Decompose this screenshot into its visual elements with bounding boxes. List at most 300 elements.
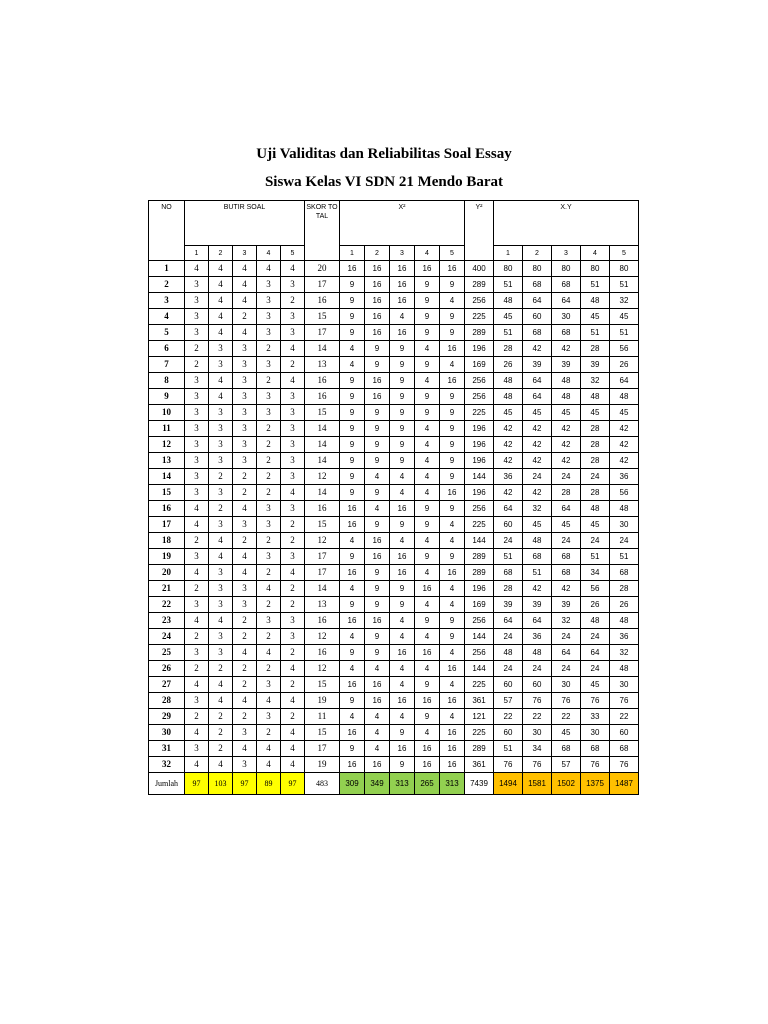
table-row (149, 565, 639, 581)
table-cell: 4 (365, 741, 390, 757)
table-cell: 28 (552, 485, 581, 501)
table-cell: 9 (415, 549, 440, 565)
subheader-x2-5: 5 (440, 246, 465, 261)
table-cell: 64 (494, 613, 523, 629)
table-cell: 3 (281, 549, 305, 565)
table-cell: 3 (281, 325, 305, 341)
table-cell: 16 (390, 261, 415, 277)
table-cell: 4 (233, 565, 257, 581)
table-cell: 30 (552, 677, 581, 693)
table-cell: 16 (415, 261, 440, 277)
table-cell: 9 (340, 693, 365, 709)
row-number: 31 (149, 741, 185, 757)
table-cell: 45 (610, 405, 639, 421)
table-cell: 9 (365, 517, 390, 533)
row-number: 8 (149, 373, 185, 389)
table-cell: 16 (365, 309, 390, 325)
table-row (149, 261, 639, 277)
table-cell: 45 (552, 405, 581, 421)
table-cell: 22 (610, 709, 639, 725)
table-cell: 14 (305, 437, 340, 453)
table-cell: 3 (233, 453, 257, 469)
table-cell: 16 (440, 725, 465, 741)
table-cell: 4 (390, 469, 415, 485)
table-cell: 4 (257, 261, 281, 277)
table-cell: 17 (305, 741, 340, 757)
total-xy-cell: 1375 (581, 773, 610, 795)
table-cell: 16 (440, 757, 465, 773)
table-cell: 4 (209, 757, 233, 773)
table-cell: 15 (305, 725, 340, 741)
table-row (149, 293, 639, 309)
table-cell: 68 (610, 741, 639, 757)
table-cell: 9 (340, 277, 365, 293)
row-number: 12 (149, 437, 185, 453)
table-cell: 256 (465, 501, 494, 517)
table-cell: 48 (494, 373, 523, 389)
table-cell: 9 (440, 549, 465, 565)
table-cell: 4 (440, 645, 465, 661)
table-cell: 16 (340, 565, 365, 581)
table-row (149, 741, 639, 757)
table-cell: 2 (257, 469, 281, 485)
table-cell: 9 (440, 389, 465, 405)
table-cell: 9 (365, 485, 390, 501)
table-cell: 24 (581, 469, 610, 485)
table-cell: 16 (305, 645, 340, 661)
table-cell: 4 (257, 693, 281, 709)
table-cell: 361 (465, 693, 494, 709)
table-cell: 225 (465, 309, 494, 325)
row-number: 11 (149, 421, 185, 437)
table-row (149, 693, 639, 709)
table-cell: 68 (494, 565, 523, 581)
table-row (149, 453, 639, 469)
table-cell: 16 (365, 373, 390, 389)
total-x2-cell: 309 (340, 773, 365, 795)
table-cell: 2 (257, 485, 281, 501)
table-cell: 4 (257, 741, 281, 757)
table-cell: 57 (552, 757, 581, 773)
table-cell: 9 (390, 453, 415, 469)
table-cell: 400 (465, 261, 494, 277)
table-cell: 4 (257, 757, 281, 773)
table-cell: 16 (415, 693, 440, 709)
table-cell: 28 (581, 421, 610, 437)
header-xy: X.Y (494, 201, 639, 246)
table-cell: 3 (281, 437, 305, 453)
table-cell: 256 (465, 373, 494, 389)
table-cell: 4 (281, 565, 305, 581)
table-cell: 42 (552, 437, 581, 453)
table-cell: 2 (185, 357, 209, 373)
table-cell: 2 (185, 341, 209, 357)
table-cell: 3 (209, 597, 233, 613)
table-cell: 3 (185, 645, 209, 661)
row-number: 15 (149, 485, 185, 501)
table-cell: 2 (233, 661, 257, 677)
table-cell: 4 (209, 533, 233, 549)
table-cell: 4 (415, 661, 440, 677)
row-number: 13 (149, 453, 185, 469)
table-cell: 9 (415, 389, 440, 405)
table-cell: 2 (281, 517, 305, 533)
table-row (149, 405, 639, 421)
table-cell: 28 (581, 453, 610, 469)
table-cell: 14 (305, 453, 340, 469)
table-cell: 16 (340, 261, 365, 277)
total-x2-cell: 313 (440, 773, 465, 795)
table-cell: 48 (494, 389, 523, 405)
table-cell: 9 (340, 453, 365, 469)
table-cell: 42 (552, 421, 581, 437)
table-cell: 42 (494, 485, 523, 501)
table-cell: 4 (415, 437, 440, 453)
subheader-x2-1: 1 (340, 246, 365, 261)
table-cell: 16 (440, 373, 465, 389)
table-cell: 3 (185, 277, 209, 293)
table-cell: 4 (209, 613, 233, 629)
table-cell: 16 (340, 725, 365, 741)
table-cell: 289 (465, 741, 494, 757)
total-xy-cell: 1502 (552, 773, 581, 795)
table-cell: 3 (185, 405, 209, 421)
table-cell: 48 (610, 389, 639, 405)
table-cell: 45 (494, 309, 523, 325)
table-cell: 2 (257, 341, 281, 357)
table-cell: 3 (233, 581, 257, 597)
table-cell: 48 (552, 389, 581, 405)
table-cell: 16 (305, 613, 340, 629)
table-row (149, 485, 639, 501)
table-cell: 64 (552, 501, 581, 517)
table-cell: 4 (209, 293, 233, 309)
table-cell: 14 (305, 581, 340, 597)
table-cell: 16 (440, 693, 465, 709)
table-cell: 45 (581, 405, 610, 421)
table-cell: 24 (552, 469, 581, 485)
table-cell: 9 (365, 565, 390, 581)
table-cell: 9 (365, 421, 390, 437)
table-cell: 4 (440, 357, 465, 373)
total-butir-cell: 97 (233, 773, 257, 795)
table-cell: 57 (494, 693, 523, 709)
row-number: 26 (149, 661, 185, 677)
table-cell: 68 (552, 549, 581, 565)
document-subtitle: Siswa Kelas VI SDN 21 Mendo Barat (264, 174, 504, 190)
table-cell: 45 (523, 405, 552, 421)
table-cell: 9 (440, 453, 465, 469)
table-cell: 196 (465, 437, 494, 453)
table-cell: 4 (185, 501, 209, 517)
table-cell: 4 (185, 565, 209, 581)
table-cell: 2 (257, 421, 281, 437)
table-cell: 68 (523, 277, 552, 293)
table-cell: 2 (233, 677, 257, 693)
table-cell: 3 (233, 725, 257, 741)
table-cell: 3 (185, 373, 209, 389)
table-cell: 225 (465, 405, 494, 421)
table-cell: 4 (340, 581, 365, 597)
table-cell: 16 (305, 373, 340, 389)
table-cell: 16 (390, 293, 415, 309)
table-cell: 361 (465, 757, 494, 773)
table-cell: 51 (494, 741, 523, 757)
table-cell: 16 (365, 613, 390, 629)
table-cell: 3 (281, 501, 305, 517)
table-cell: 48 (610, 613, 639, 629)
table-cell: 3 (233, 597, 257, 613)
table-cell: 289 (465, 325, 494, 341)
table-cell: 2 (257, 453, 281, 469)
row-number: 7 (149, 357, 185, 373)
table-cell: 51 (581, 277, 610, 293)
row-number: 3 (149, 293, 185, 309)
table-cell: 2 (233, 709, 257, 725)
table-cell: 4 (415, 533, 440, 549)
table-cell: 289 (465, 277, 494, 293)
table-cell: 51 (494, 549, 523, 565)
table-cell: 16 (340, 613, 365, 629)
table-cell: 64 (523, 389, 552, 405)
total-skor-cell: 483 (305, 773, 340, 795)
table-cell: 68 (523, 549, 552, 565)
table-cell: 42 (610, 453, 639, 469)
table-cell: 9 (365, 453, 390, 469)
table-cell: 4 (415, 597, 440, 613)
row-number: 4 (149, 309, 185, 325)
table-cell: 4 (440, 293, 465, 309)
table-cell: 2 (233, 533, 257, 549)
table-cell: 60 (494, 725, 523, 741)
table-cell: 9 (340, 469, 365, 485)
table-cell: 2 (257, 533, 281, 549)
table-cell: 51 (610, 549, 639, 565)
table-cell: 2 (257, 565, 281, 581)
table-cell: 9 (440, 325, 465, 341)
table-cell: 60 (494, 677, 523, 693)
table-cell: 169 (465, 357, 494, 373)
table-cell: 9 (365, 597, 390, 613)
table-cell: 45 (552, 517, 581, 533)
header-skor-total: SKOR TOTAL (305, 201, 340, 261)
subheader-x2-2: 2 (365, 246, 390, 261)
table-cell: 225 (465, 517, 494, 533)
table-cell: 3 (257, 517, 281, 533)
table-cell: 2 (185, 581, 209, 597)
table-cell: 3 (185, 453, 209, 469)
table-cell: 2 (281, 645, 305, 661)
subheader-butir-3: 3 (233, 246, 257, 261)
subheader-xy-1: 1 (494, 246, 523, 261)
table-row (149, 517, 639, 533)
table-cell: 4 (185, 725, 209, 741)
table-cell: 4 (440, 533, 465, 549)
table-cell: 48 (581, 389, 610, 405)
table-cell: 28 (581, 437, 610, 453)
table-cell: 76 (523, 693, 552, 709)
table-cell: 17 (305, 549, 340, 565)
row-number: 21 (149, 581, 185, 597)
table-cell: 3 (185, 485, 209, 501)
table-cell: 2 (209, 469, 233, 485)
table-cell: 30 (581, 725, 610, 741)
table-cell: 48 (581, 501, 610, 517)
table-cell: 3 (233, 373, 257, 389)
table-cell: 9 (415, 501, 440, 517)
table-cell: 4 (390, 533, 415, 549)
table-cell: 2 (185, 661, 209, 677)
table-cell: 51 (581, 549, 610, 565)
table-cell: 4 (281, 661, 305, 677)
table-cell: 17 (305, 325, 340, 341)
row-number: 19 (149, 549, 185, 565)
table-cell: 196 (465, 421, 494, 437)
table-cell: 15 (305, 405, 340, 421)
table-cell: 60 (523, 677, 552, 693)
table-cell: 4 (390, 677, 415, 693)
table-cell: 51 (610, 325, 639, 341)
table-row (149, 373, 639, 389)
table-cell: 16 (365, 325, 390, 341)
table-cell: 22 (494, 709, 523, 725)
table-cell: 196 (465, 341, 494, 357)
table-cell: 16 (415, 581, 440, 597)
table-cell: 39 (581, 357, 610, 373)
row-number: 25 (149, 645, 185, 661)
table-cell: 9 (340, 309, 365, 325)
table-cell: 3 (257, 677, 281, 693)
table-cell: 4 (390, 485, 415, 501)
table-cell: 4 (365, 501, 390, 517)
table-cell: 4 (440, 597, 465, 613)
table-cell: 24 (552, 661, 581, 677)
table-cell: 289 (465, 565, 494, 581)
total-butir-cell: 97 (281, 773, 305, 795)
total-xy-cell: 1581 (523, 773, 552, 795)
table-cell: 42 (552, 453, 581, 469)
table-cell: 4 (233, 501, 257, 517)
table-cell: 9 (390, 757, 415, 773)
table-cell: 4 (281, 485, 305, 501)
table-cell: 2 (257, 629, 281, 645)
table-cell: 9 (390, 405, 415, 421)
table-cell: 3 (257, 357, 281, 373)
table-cell: 56 (610, 341, 639, 357)
table-cell: 32 (523, 501, 552, 517)
table-cell: 4 (209, 549, 233, 565)
table-cell: 39 (523, 357, 552, 373)
table-cell: 3 (281, 405, 305, 421)
table-cell: 3 (233, 341, 257, 357)
table-cell: 64 (494, 501, 523, 517)
subheader-xy-5: 5 (610, 246, 639, 261)
table-cell: 3 (185, 389, 209, 405)
table-cell: 3 (185, 549, 209, 565)
table-cell: 9 (340, 421, 365, 437)
table-cell: 16 (340, 757, 365, 773)
table-cell: 4 (233, 293, 257, 309)
table-cell: 42 (523, 581, 552, 597)
table-cell: 9 (440, 437, 465, 453)
table-cell: 9 (390, 437, 415, 453)
table-cell: 16 (340, 517, 365, 533)
row-number: 22 (149, 597, 185, 613)
table-cell: 39 (523, 597, 552, 613)
table-cell: 16 (365, 389, 390, 405)
table-cell: 4 (340, 341, 365, 357)
table-cell: 16 (365, 693, 390, 709)
table-cell: 3 (209, 565, 233, 581)
table-cell: 42 (523, 437, 552, 453)
table-cell: 2 (281, 357, 305, 373)
table-cell: 9 (365, 341, 390, 357)
table-cell: 39 (552, 597, 581, 613)
table-cell: 2 (209, 661, 233, 677)
table-cell: 4 (281, 725, 305, 741)
table-cell: 4 (185, 261, 209, 277)
table-cell: 30 (610, 517, 639, 533)
table-cell: 4 (233, 693, 257, 709)
table-cell: 3 (257, 277, 281, 293)
table-cell: 9 (390, 341, 415, 357)
table-cell: 4 (185, 677, 209, 693)
table-cell: 3 (233, 437, 257, 453)
table-cell: 51 (494, 277, 523, 293)
table-cell: 16 (365, 293, 390, 309)
table-cell: 68 (552, 565, 581, 581)
table-row (149, 325, 639, 341)
row-number: 2 (149, 277, 185, 293)
table-cell: 16 (390, 325, 415, 341)
table-row (149, 597, 639, 613)
table-cell: 32 (581, 373, 610, 389)
table-row (149, 661, 639, 677)
table-cell: 3 (233, 357, 257, 373)
row-number: 29 (149, 709, 185, 725)
table-cell: 4 (281, 693, 305, 709)
table-cell: 3 (233, 757, 257, 773)
table-cell: 42 (552, 341, 581, 357)
table-cell: 144 (465, 533, 494, 549)
table-cell: 3 (281, 453, 305, 469)
table-cell: 9 (415, 293, 440, 309)
table-cell: 42 (494, 437, 523, 453)
table-cell: 4 (209, 277, 233, 293)
subheader-butir-2: 2 (209, 246, 233, 261)
table-cell: 51 (494, 325, 523, 341)
subheader-xy-3: 3 (552, 246, 581, 261)
table-cell: 24 (494, 629, 523, 645)
table-cell: 48 (610, 501, 639, 517)
table-cell: 3 (209, 357, 233, 373)
table-cell: 76 (581, 757, 610, 773)
table-cell: 2 (257, 373, 281, 389)
table-cell: 9 (340, 549, 365, 565)
table-cell: 16 (365, 261, 390, 277)
table-cell: 4 (440, 581, 465, 597)
table-cell: 16 (365, 757, 390, 773)
table-cell: 45 (581, 677, 610, 693)
table-cell: 256 (465, 389, 494, 405)
header-y-squared: Y² (465, 201, 494, 261)
table-cell: 3 (185, 325, 209, 341)
table-cell: 196 (465, 453, 494, 469)
table-cell: 3 (209, 437, 233, 453)
table-cell: 9 (415, 309, 440, 325)
table-cell: 3 (257, 501, 281, 517)
table-cell: 3 (257, 549, 281, 565)
